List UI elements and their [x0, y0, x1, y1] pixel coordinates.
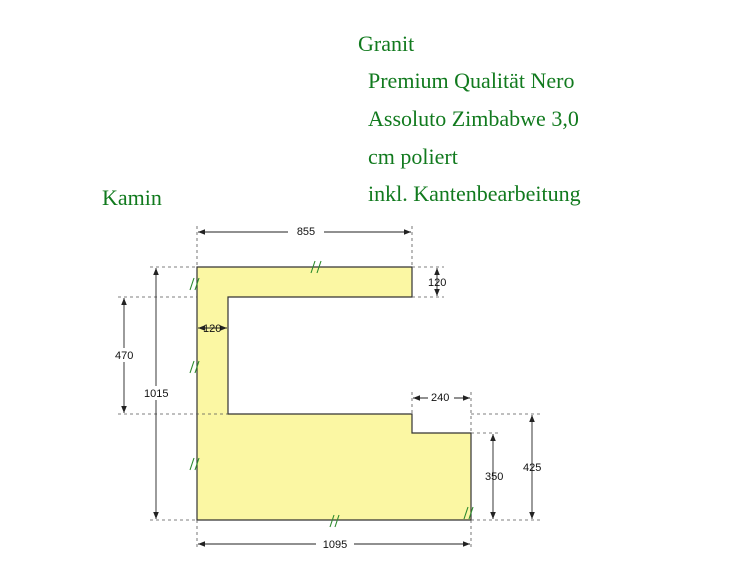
section-label: Kamin [102, 185, 162, 210]
dim-left-upper: 470 [115, 350, 134, 362]
dim-right-total: 425 [523, 462, 542, 474]
material-line-edges: inkl. Kantenbearbeitung [368, 181, 581, 206]
material-title: Granit [358, 31, 415, 56]
material-line-stone: Assoluto Zimbabwe 3,0 [368, 106, 579, 131]
dim-inner-depth: 120 [203, 323, 222, 335]
material-line-finish: cm poliert [368, 144, 458, 169]
dim-left-total: 1015 [144, 388, 169, 400]
dim-top-width: 855 [296, 226, 316, 238]
dim-notch-width: 240 [431, 392, 450, 404]
dim-bottom-width: 1095 [322, 539, 348, 551]
dim-right-inner: 350 [485, 471, 504, 483]
material-line-quality: Premium Qualität Nero [368, 68, 575, 93]
dim-top-depth: 120 [428, 277, 447, 289]
